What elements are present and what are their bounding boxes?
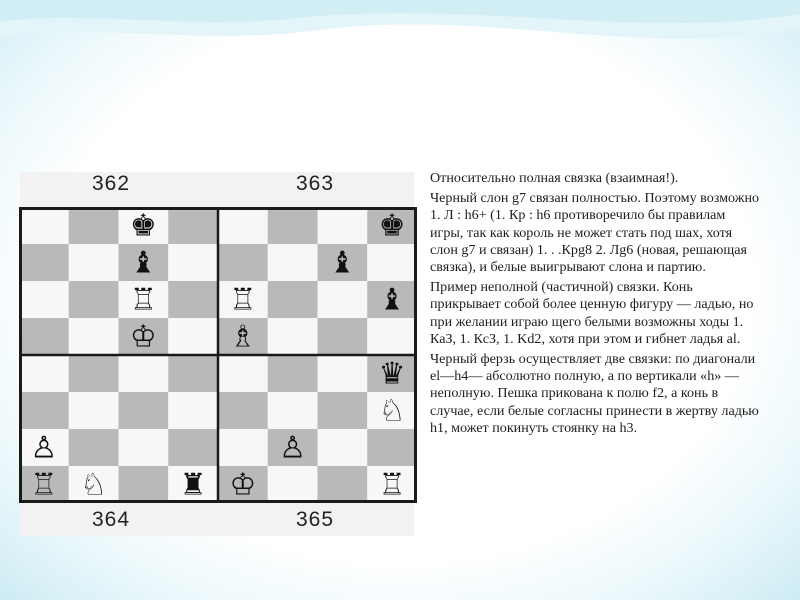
white-rook-icon: ♖ — [129, 282, 157, 318]
white-king-icon: ♔ — [129, 319, 157, 355]
board-square — [318, 281, 368, 318]
white-rook-icon: ♖ — [30, 467, 58, 503]
board-square — [19, 392, 69, 429]
board-square — [318, 355, 368, 392]
black-rook-icon: ♜ — [179, 467, 207, 503]
white-knight-icon: ♘ — [80, 467, 108, 503]
board-square — [367, 429, 417, 466]
paragraph-3: Пример неполной (частичной) связки. Конь прикрывает собой более ценную фигуру — ладью, но при желании играю щего белыми возможны ходы 1. КаЗ, 1. КсЗ, 1. Kd2, хотя при этом и гибнет ладья al. — [430, 279, 754, 347]
black-bishop-icon: ♝ — [129, 245, 157, 281]
diagram-number-365: 365 — [296, 508, 335, 531]
board-square — [268, 318, 318, 355]
board-square — [69, 207, 119, 244]
board-square — [119, 392, 169, 429]
board-square — [19, 318, 69, 355]
black-king-icon: ♚ — [378, 208, 406, 244]
white-rook-icon: ♖ — [378, 467, 406, 503]
board-square — [218, 392, 268, 429]
board-square — [19, 244, 69, 281]
white-bishop-icon: ♗ — [229, 319, 257, 355]
diagram-number-363: 363 — [296, 172, 335, 195]
board-square — [69, 355, 119, 392]
board-square — [218, 355, 268, 392]
board-square — [268, 244, 318, 281]
board-square — [69, 281, 119, 318]
white-rook-icon: ♖ — [229, 282, 257, 318]
black-bishop-icon: ♝ — [378, 282, 406, 318]
board-square — [268, 466, 318, 503]
white-pawn-icon: ♙ — [30, 430, 58, 466]
paragraph-2: Черный слон g7 связан полностью. Поэтому возможно 1. Л : h6+ (1. Кр : h6 противоречило бы правилам игры, так как король не может стать под шах, хотя слон g7 и связан) 1. . .Крg8 2. Лg6 (новая, решающая связка), и белые выигрывают слона и партию. — [430, 190, 760, 276]
diagram-number-362: 362 — [92, 172, 131, 195]
board-square — [168, 429, 218, 466]
board-square — [168, 244, 218, 281]
board-square — [268, 281, 318, 318]
decorative-top-wave — [0, 0, 800, 90]
explanation-text — [430, 170, 760, 440]
diagram-number-364: 364 — [92, 508, 131, 531]
white-knight-icon: ♘ — [378, 393, 406, 429]
paragraph-1: Относительно полная связка (взаимная!). — [430, 170, 679, 186]
board-square — [168, 281, 218, 318]
black-bishop-icon: ♝ — [328, 245, 356, 281]
board-square — [218, 207, 268, 244]
board-square — [268, 207, 318, 244]
board-square — [318, 466, 368, 503]
board-square — [69, 392, 119, 429]
board-square — [119, 429, 169, 466]
board-square — [318, 429, 368, 466]
board-square — [318, 207, 368, 244]
board-square — [268, 392, 318, 429]
board-square — [69, 318, 119, 355]
board-square — [69, 244, 119, 281]
board-square — [19, 281, 69, 318]
paragraph-4: Черный ферзь осуществляет две связки: по диагонали el—h4— абсолютно полную, а по вертикали «h» — неполную. Пешка прикована к полю f2, а конь в случае, если белые согласны принести в жертву ладью h1, может покинуть стоянку на h3. — [430, 351, 759, 436]
chessboard — [19, 207, 417, 503]
board-square — [168, 355, 218, 392]
board-square — [19, 207, 69, 244]
board-square — [367, 244, 417, 281]
board-square — [168, 392, 218, 429]
white-king-icon: ♔ — [229, 467, 257, 503]
board-square — [318, 318, 368, 355]
board-square — [119, 466, 169, 503]
board-square — [218, 244, 268, 281]
board-square — [168, 207, 218, 244]
board-square — [119, 355, 169, 392]
black-queen-icon: ♛ — [378, 356, 406, 392]
black-king-icon: ♚ — [129, 208, 157, 244]
board-square — [69, 429, 119, 466]
white-pawn-icon: ♙ — [279, 430, 307, 466]
board-square — [19, 355, 69, 392]
board-square — [218, 429, 268, 466]
board-square — [367, 318, 417, 355]
board-square — [318, 392, 368, 429]
board-square — [168, 318, 218, 355]
board-square — [268, 355, 318, 392]
